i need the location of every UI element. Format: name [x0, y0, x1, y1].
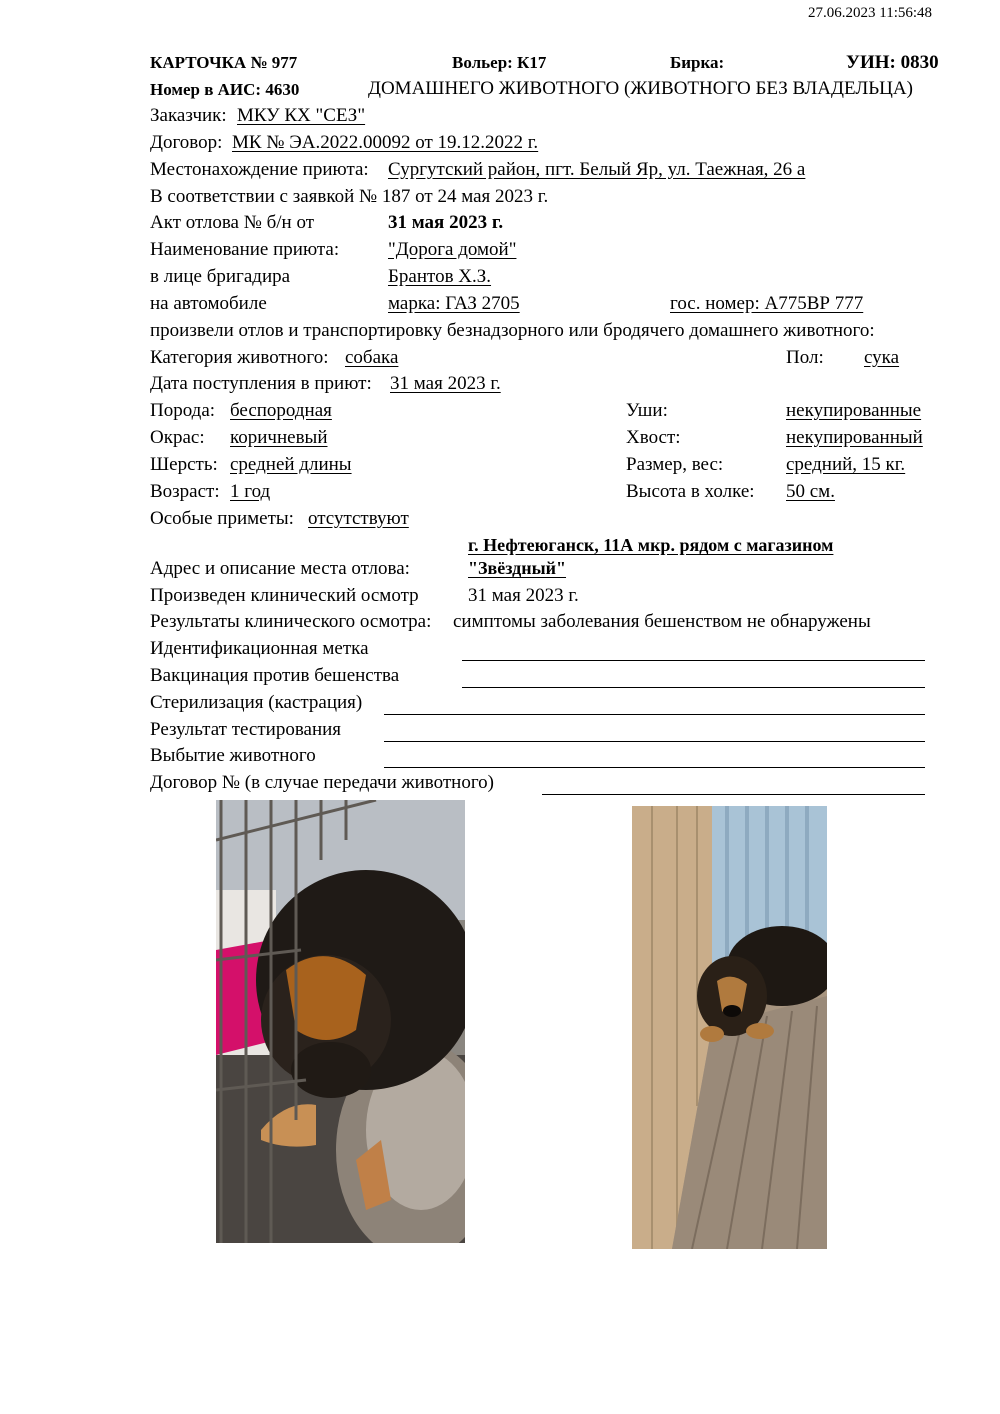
test-result-line — [384, 741, 925, 742]
capture-statement: произвели отлов и транспортировку безнадзорного или бродячего домашнего животного: — [150, 320, 875, 341]
uin: УИН: 0830 — [846, 52, 939, 73]
capture-address-line1: г. Нефтеюганск, 11А мкр. рядом с магазином — [468, 535, 834, 555]
vehicle-brand: марка: ГАЗ 2705 — [388, 293, 520, 314]
breed-value: беспородная — [230, 400, 332, 421]
color-value: коричневый — [230, 427, 328, 448]
transfer-contract-label: Договор № (в случае передачи животного) — [150, 772, 494, 793]
withers-height-value: 50 см. — [786, 481, 835, 502]
contract-label: Договор: — [150, 132, 223, 153]
tag-label: Бирка: — [670, 53, 725, 72]
shelter-name-value: "Дорога домой" — [388, 239, 517, 260]
sterilization-label: Стерилизация (кастрация) — [150, 692, 363, 713]
request-line: В соответствии с заявкой № 187 от 24 мая 2023 г. — [150, 186, 549, 207]
print-timestamp: 27.06.2023 11:56:48 — [808, 5, 933, 21]
sex-label: Пол: — [786, 347, 824, 368]
shelter-location-label: Местонахождение приюта: — [150, 159, 369, 180]
foreman-label: в лице бригадира — [150, 266, 291, 287]
id-mark-label: Идентификационная метка — [150, 638, 369, 659]
rabies-vaccination-line — [462, 687, 925, 688]
sex-value: сука — [864, 347, 900, 368]
shelter-location-value: Сургутский район, пгт. Белый Яр, ул. Таежная, 26 а — [388, 159, 806, 180]
category-label: Категория животного: — [150, 347, 329, 368]
enclosure: Вольер: К17 — [452, 53, 547, 72]
ears-label: Уши: — [626, 400, 668, 421]
coat-value: средней длины — [230, 454, 352, 475]
dog-photo-floor — [632, 806, 827, 1249]
vehicle-plate: гос. номер: А775ВР 777 — [670, 293, 864, 314]
customer-value: МКУ КХ "СЕЗ" — [237, 105, 366, 126]
clinical-exam-label: Произведен клинический осмотр — [150, 585, 419, 606]
test-result-label: Результат тестирования — [150, 719, 342, 740]
vehicle-label: на автомобиле — [150, 293, 267, 314]
color-label: Окрас: — [150, 427, 205, 448]
id-mark-line — [462, 660, 925, 661]
foreman-value: Брантов Х.З. — [388, 266, 492, 287]
coat-label: Шерсть: — [150, 454, 218, 475]
tail-value: некупированный — [786, 427, 923, 448]
dog-photo-cage — [216, 800, 465, 1243]
withers-height-label: Высота в холке: — [626, 481, 755, 502]
breed-label: Порода: — [150, 400, 216, 421]
sterilization-line — [384, 714, 925, 715]
arrival-date-label: Дата поступления в приют: — [150, 373, 372, 394]
special-marks-label: Особые приметы: — [150, 508, 294, 529]
clinical-exam-date: 31 мая 2023 г. — [468, 585, 579, 606]
capture-address-line2: "Звёздный" — [468, 558, 567, 578]
disposal-line — [384, 767, 925, 768]
category-value: собака — [345, 347, 399, 368]
rabies-vaccination-label: Вакцинация против бешенства — [150, 665, 400, 686]
age-value: 1 год — [230, 481, 271, 502]
ears-value: некупированные — [786, 400, 922, 421]
clinical-results-value: симптомы заболевания бешенством не обнаружены — [453, 611, 871, 632]
contract-value: МК № ЭА.2022.00092 от 19.12.2022 г. — [232, 132, 539, 153]
disposal-label: Выбытие животного — [150, 745, 316, 766]
special-marks-value: отсутствуют — [308, 508, 409, 529]
transfer-contract-line — [542, 794, 925, 795]
shelter-name-label: Наименование приюта: — [150, 239, 340, 260]
size-weight-label: Размер, вес: — [626, 454, 724, 475]
capture-address-label: Адрес и описание места отлова: — [150, 558, 410, 579]
clinical-results-label: Результаты клинического осмотра: — [150, 611, 432, 632]
ais-number: Номер в АИС: 4630 — [150, 80, 300, 99]
tail-label: Хвост: — [626, 427, 681, 448]
capture-act-label: Акт отлова № б/н от — [150, 212, 315, 233]
card-number: КАРТОЧКА № 977 — [150, 53, 298, 72]
customer-label: Заказчик: — [150, 105, 227, 126]
arrival-date-value: 31 мая 2023 г. — [390, 373, 501, 394]
size-weight-value: средний, 15 кг. — [786, 454, 906, 475]
age-label: Возраст: — [150, 481, 220, 502]
capture-act-date: 31 мая 2023 г. — [388, 212, 504, 233]
card-title: ДОМАШНЕГО ЖИВОТНОГО (ЖИВОТНОГО БЕЗ ВЛАДЕЛЬЦА) — [368, 78, 913, 99]
